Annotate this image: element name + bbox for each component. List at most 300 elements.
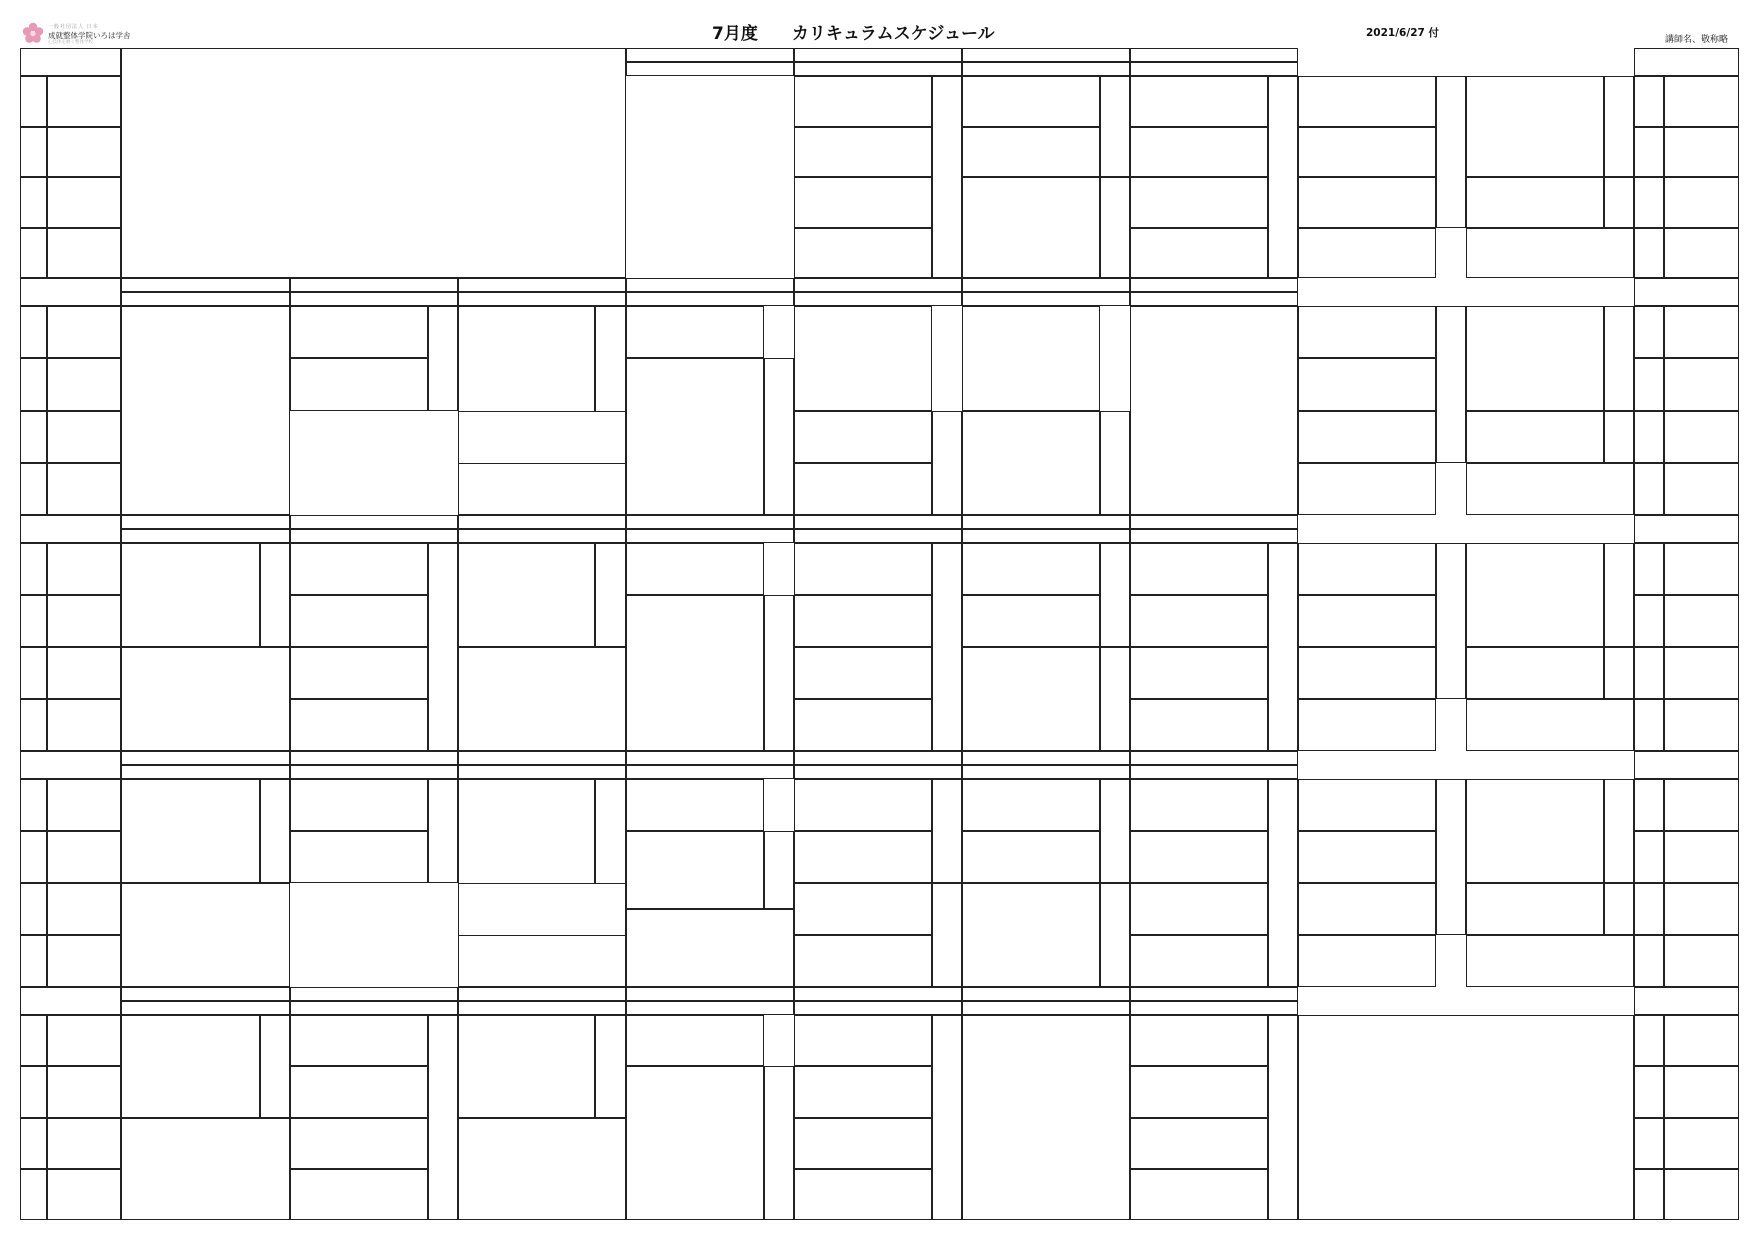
class-cell	[1130, 228, 1268, 279]
class-cell	[290, 1118, 428, 1169]
class-cell	[962, 127, 1100, 178]
class-cell	[962, 411, 1100, 516]
header-spacer-right	[1634, 987, 1739, 1015]
header-spacer-left	[20, 987, 121, 1015]
class-cell	[794, 76, 932, 127]
day-of-week	[626, 751, 794, 765]
day-of-week	[1130, 515, 1298, 529]
class-cell	[962, 779, 1100, 831]
teacher-name	[428, 543, 458, 751]
date-number	[1130, 62, 1298, 76]
slot-name	[1634, 228, 1664, 279]
day-of-week	[794, 48, 962, 62]
slot-time	[47, 647, 121, 699]
slot-name	[20, 647, 47, 699]
day-of-week	[962, 48, 1130, 62]
class-cell	[1298, 463, 1436, 515]
class-cell	[290, 1015, 428, 1066]
class-cell	[794, 543, 932, 595]
teacher-name	[1436, 76, 1466, 228]
slot-name	[1634, 831, 1664, 883]
slot-time	[1664, 1015, 1739, 1066]
class-cell	[1130, 543, 1268, 595]
slot-name	[1634, 358, 1664, 410]
class-cell	[962, 543, 1100, 595]
slot-time	[1664, 1169, 1739, 1220]
date-number	[1130, 765, 1298, 779]
class-cell	[121, 779, 260, 883]
class-cell	[290, 358, 428, 410]
slot-time	[47, 1169, 121, 1220]
day-of-week	[962, 515, 1130, 529]
teacher-name	[1100, 411, 1130, 516]
header-spacer-left	[20, 515, 121, 543]
class-cell	[290, 699, 428, 751]
slot-name	[20, 177, 47, 228]
slot-time	[1664, 595, 1739, 647]
teacher-name	[1100, 177, 1130, 278]
class-cell	[1466, 76, 1604, 177]
class-cell	[794, 779, 932, 831]
date-number	[626, 62, 794, 76]
header-spacer-right	[1634, 751, 1739, 779]
class-cell	[458, 647, 626, 751]
class-cell	[290, 1169, 428, 1220]
instructor-note: 講師名、敬称略	[1665, 35, 1729, 45]
slot-time	[1664, 831, 1739, 883]
date-number	[458, 292, 626, 306]
class-cell	[1298, 699, 1436, 751]
day-of-week	[626, 278, 794, 292]
teacher-name	[595, 1015, 626, 1118]
date-number	[626, 765, 794, 779]
slot-name	[20, 1066, 47, 1117]
class-cell	[794, 127, 932, 178]
slot-name	[1634, 595, 1664, 647]
slot-time	[47, 935, 121, 987]
slot-name	[20, 306, 47, 358]
class-cell	[1466, 883, 1604, 935]
class-cell	[290, 831, 428, 883]
class-cell	[794, 1169, 932, 1220]
class-cell	[794, 595, 932, 647]
class-cell	[794, 177, 932, 228]
class-cell	[626, 1015, 764, 1066]
slot-time	[47, 1066, 121, 1117]
date-number	[121, 292, 290, 306]
teacher-name	[1604, 306, 1634, 411]
slot-name	[1634, 543, 1664, 595]
teacher-name	[932, 1015, 962, 1220]
teacher-name	[428, 306, 458, 411]
date-number	[962, 62, 1130, 76]
header-spacer-left	[20, 751, 121, 779]
slot-name	[20, 1118, 47, 1169]
slot-name	[1634, 127, 1664, 178]
date-number	[121, 1001, 290, 1015]
class-cell	[1466, 935, 1634, 987]
date-number	[962, 765, 1130, 779]
class-cell	[121, 306, 290, 515]
slot-name	[1634, 306, 1664, 358]
class-cell	[1466, 228, 1634, 279]
slot-name	[1634, 1118, 1664, 1169]
slot-time	[1664, 127, 1739, 178]
class-cell	[290, 595, 428, 647]
class-cell	[794, 1015, 932, 1066]
slot-name	[20, 595, 47, 647]
class-cell	[962, 831, 1100, 883]
class-cell	[1466, 411, 1604, 463]
class-cell	[626, 1066, 764, 1220]
teacher-name	[932, 411, 962, 516]
class-cell	[1466, 779, 1604, 883]
date-number	[962, 292, 1130, 306]
slot-name	[1634, 883, 1664, 935]
slot-name	[20, 358, 47, 410]
day-of-week	[794, 278, 962, 292]
slot-time	[47, 699, 121, 751]
class-cell	[794, 411, 932, 463]
teacher-name	[764, 358, 794, 515]
logo-subtitle: 心技体を磨く整体学校	[48, 40, 93, 45]
date-number	[458, 765, 626, 779]
slot-time	[47, 306, 121, 358]
day-of-week	[121, 751, 290, 765]
class-cell	[1466, 463, 1634, 515]
class-cell	[626, 595, 764, 751]
date-number	[1130, 529, 1298, 543]
teacher-name	[1604, 883, 1634, 935]
slot-time	[47, 463, 121, 515]
teacher-name	[932, 543, 962, 751]
class-cell	[962, 883, 1100, 987]
slot-time	[1664, 463, 1739, 515]
slot-time	[1664, 306, 1739, 358]
class-cell	[1298, 543, 1436, 595]
class-cell	[1298, 306, 1436, 358]
date-number	[794, 292, 962, 306]
date-number	[962, 1001, 1130, 1015]
teacher-name	[764, 595, 794, 751]
slot-time	[1664, 699, 1739, 751]
slot-name	[20, 779, 47, 831]
teacher-name	[1100, 883, 1130, 987]
class-cell	[1298, 831, 1436, 883]
date-number	[458, 529, 626, 543]
class-cell	[290, 306, 428, 358]
class-cell	[626, 358, 764, 515]
slot-name	[20, 883, 47, 935]
class-cell	[1130, 831, 1268, 883]
teacher-name	[1436, 779, 1466, 935]
header-spacer-left	[20, 278, 121, 306]
class-cell	[1130, 1015, 1268, 1066]
day-of-week	[290, 515, 458, 529]
day-of-week	[458, 515, 626, 529]
slot-time	[1664, 1066, 1739, 1117]
date-number	[794, 1001, 962, 1015]
slot-time	[47, 595, 121, 647]
slot-name	[1634, 699, 1664, 751]
day-of-week	[1130, 987, 1298, 1001]
teacher-name	[932, 76, 962, 278]
slot-name	[1634, 177, 1664, 228]
class-cell	[1298, 76, 1436, 127]
class-cell	[962, 306, 1100, 411]
date-number	[626, 529, 794, 543]
day-of-week	[794, 987, 962, 1001]
slot-name	[20, 463, 47, 515]
teacher-name	[932, 883, 962, 987]
slot-time	[47, 543, 121, 595]
day-of-week	[626, 48, 794, 62]
date-number	[290, 292, 458, 306]
slot-name	[20, 127, 47, 178]
slot-time	[1664, 647, 1739, 699]
teacher-name	[764, 831, 794, 909]
teacher-name	[1604, 177, 1634, 228]
class-cell	[794, 883, 932, 935]
date-number	[121, 529, 290, 543]
date-number	[794, 529, 962, 543]
day-of-week	[290, 987, 458, 1001]
day-of-week	[458, 278, 626, 292]
teacher-name	[260, 543, 290, 647]
issue-date: 2021/6/27 付	[1366, 27, 1439, 39]
slot-name	[20, 699, 47, 751]
logo-tagline: 一般社団法人 日本	[48, 24, 99, 30]
slot-time	[1664, 883, 1739, 935]
class-cell	[1298, 935, 1436, 987]
teacher-name	[1604, 76, 1634, 177]
class-cell	[1466, 647, 1604, 699]
teacher-name	[428, 1015, 458, 1220]
slot-time	[47, 1118, 121, 1169]
class-cell	[1466, 699, 1634, 751]
slot-time	[47, 127, 121, 178]
day-of-week	[458, 751, 626, 765]
class-cell	[458, 463, 626, 515]
day-of-week	[1130, 48, 1298, 62]
day-of-week	[962, 751, 1130, 765]
class-cell	[1298, 779, 1436, 831]
teacher-name	[595, 543, 626, 647]
class-cell	[626, 779, 764, 831]
teacher-name	[932, 779, 962, 883]
class-cell	[626, 831, 764, 909]
slot-name	[1634, 1169, 1664, 1220]
class-cell	[1130, 699, 1268, 751]
slot-time	[47, 76, 121, 127]
slot-name	[1634, 779, 1664, 831]
class-cell	[1298, 1015, 1634, 1220]
slot-name	[20, 935, 47, 987]
class-cell	[458, 543, 595, 647]
class-cell	[1466, 306, 1604, 411]
header-spacer-right	[1634, 278, 1739, 306]
slot-name	[1634, 1066, 1664, 1117]
slot-name	[1634, 935, 1664, 987]
class-cell	[1130, 1066, 1268, 1117]
teacher-name	[1604, 543, 1634, 647]
class-cell	[1130, 177, 1268, 228]
class-cell	[121, 1015, 260, 1118]
class-cell	[1130, 647, 1268, 699]
slot-time	[47, 883, 121, 935]
day-of-week	[962, 278, 1130, 292]
teacher-name	[260, 779, 290, 883]
class-cell	[962, 76, 1100, 127]
class-cell	[290, 779, 428, 831]
date-number	[290, 529, 458, 543]
day-of-week	[794, 515, 962, 529]
class-cell	[1298, 358, 1436, 410]
day-of-week	[458, 987, 626, 1001]
slot-name	[20, 76, 47, 127]
class-cell	[794, 463, 932, 515]
class-cell	[458, 1118, 626, 1221]
slot-name	[20, 1015, 47, 1066]
class-cell	[121, 543, 260, 647]
class-cell	[1130, 127, 1268, 178]
day-of-week	[290, 751, 458, 765]
class-cell	[1130, 1169, 1268, 1220]
class-cell	[121, 647, 290, 751]
slot-time	[1664, 779, 1739, 831]
date-number	[290, 765, 458, 779]
day-of-week	[1130, 278, 1298, 292]
class-cell	[626, 543, 764, 595]
slot-name	[20, 831, 47, 883]
slot-time	[1664, 543, 1739, 595]
class-cell	[962, 1015, 1130, 1220]
slot-time	[47, 228, 121, 279]
class-cell	[1298, 595, 1436, 647]
slot-time	[1664, 935, 1739, 987]
notice-text	[121, 48, 626, 278]
class-cell	[1130, 306, 1298, 515]
class-cell	[1298, 127, 1436, 178]
teacher-name	[1100, 779, 1130, 883]
slot-time	[47, 358, 121, 410]
class-cell	[290, 1066, 428, 1117]
date-number	[1130, 292, 1298, 306]
class-cell	[121, 883, 290, 987]
day-of-week	[962, 987, 1130, 1001]
header-spacer-left	[20, 48, 121, 76]
logo-name: 成就整体学院いろは学舎	[48, 31, 131, 40]
class-cell	[290, 543, 428, 595]
date-number	[626, 292, 794, 306]
slot-name	[1634, 463, 1664, 515]
class-cell	[962, 595, 1100, 647]
teacher-name	[1436, 306, 1466, 463]
class-cell	[794, 699, 932, 751]
slot-time	[1664, 411, 1739, 463]
day-of-week	[290, 278, 458, 292]
class-cell	[1298, 411, 1436, 463]
header-spacer-right	[1634, 48, 1739, 76]
slot-name	[1634, 1015, 1664, 1066]
teacher-name	[1268, 76, 1298, 278]
teacher-name	[1100, 76, 1130, 177]
slot-time	[1664, 358, 1739, 410]
class-cell	[121, 1118, 290, 1221]
class-cell	[626, 909, 794, 987]
day-of-week	[121, 278, 290, 292]
teacher-name	[1604, 411, 1634, 463]
class-cell	[962, 647, 1100, 751]
day-of-week	[626, 987, 794, 1001]
slot-time	[47, 411, 121, 463]
day-of-week	[121, 987, 290, 1001]
class-cell	[626, 306, 764, 358]
class-cell	[794, 306, 932, 411]
class-cell	[1130, 595, 1268, 647]
teacher-name	[260, 1015, 290, 1118]
class-cell	[1466, 543, 1604, 647]
class-cell	[458, 935, 626, 987]
teacher-name	[428, 779, 458, 883]
class-cell	[1298, 883, 1436, 935]
class-cell	[794, 1118, 932, 1169]
day-of-week	[1130, 751, 1298, 765]
slot-name	[20, 411, 47, 463]
class-cell	[794, 647, 932, 699]
teacher-name	[1100, 543, 1130, 647]
class-cell	[1130, 76, 1268, 127]
day-of-week	[121, 515, 290, 529]
class-cell	[1298, 647, 1436, 699]
teacher-name	[1604, 647, 1634, 699]
teacher-name	[1100, 647, 1130, 751]
date-number	[121, 765, 290, 779]
header-spacer-right	[1634, 515, 1739, 543]
class-cell	[1130, 883, 1268, 935]
class-cell	[1130, 1118, 1268, 1169]
slot-time	[47, 1015, 121, 1066]
teacher-name	[1268, 779, 1298, 987]
class-cell	[794, 228, 932, 279]
class-cell	[1130, 935, 1268, 987]
slot-name	[1634, 76, 1664, 127]
slot-time	[47, 779, 121, 831]
slot-time	[47, 177, 121, 228]
slot-time	[47, 831, 121, 883]
class-cell	[1298, 228, 1436, 279]
class-cell	[1130, 779, 1268, 831]
date-number	[458, 1001, 626, 1015]
teacher-name	[1268, 543, 1298, 751]
class-cell	[458, 1015, 595, 1118]
slot-time	[1664, 1118, 1739, 1169]
class-cell	[794, 935, 932, 987]
date-number	[626, 1001, 794, 1015]
slot-time	[1664, 228, 1739, 279]
class-cell	[794, 831, 932, 883]
teacher-name	[1268, 1015, 1298, 1220]
slot-name	[20, 543, 47, 595]
slot-name	[20, 1169, 47, 1220]
class-cell	[962, 177, 1100, 278]
date-number	[1130, 1001, 1298, 1015]
date-number	[794, 62, 962, 76]
date-number	[290, 1001, 458, 1015]
slot-name	[20, 228, 47, 279]
teacher-name	[764, 1066, 794, 1220]
slot-time	[1664, 76, 1739, 127]
